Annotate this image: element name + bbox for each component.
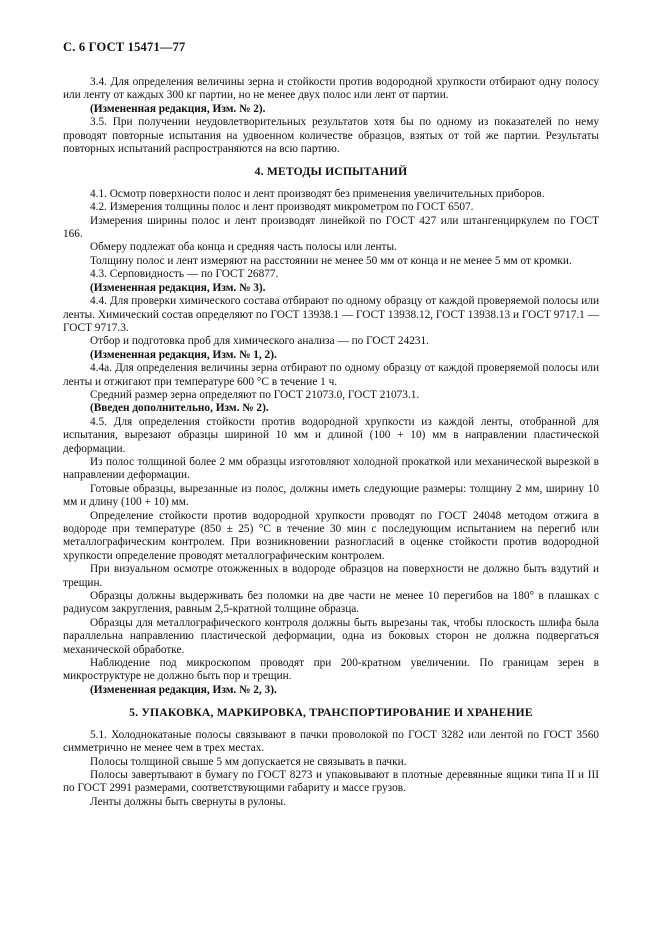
paragraph: Средний размер зерна определяют по ГОСТ 21073.0, ГОСТ 21073.1.: [90, 388, 420, 401]
paragraph-4-3: 4.3. Серповидность — по ГОСТ 26877.: [90, 268, 279, 281]
paragraph: Определение стойкости против водородной хрупкости проводят по ГОСТ 24048 методом отжига в водороде при температуре (850 ± 25) °С в течение 30 мин с последующим испытанием на перегиб или металлографическим контролем. При возникновении разногласий в оценке стойкости против водородной хрупкости определение проводят металлографическим контролем.: [63, 509, 599, 562]
paragraph: Наблюдение под микроскопом проводят при 200-кратном увеличении. По границам зерен в микроструктуре не должно быть пор и трещин.: [63, 657, 599, 683]
paragraph-5-1: 5.1. Холоднокатаные полосы связывают в пачки проволокой по ГОСТ 3282 или лентой по ГОСТ 3560 симметрично не менее чем в трех местах.: [63, 728, 599, 755]
amendment-note: (Измененная редакция, Изм. № 2).: [90, 102, 266, 115]
paragraph: Из полос толщиной более 2 мм образцы изготовляют холодной прокаткой или механической вырезкой в направлении деформации.: [63, 455, 599, 482]
paragraph: Измерения ширины полос и лент производят линейкой по ГОСТ 427 или штангенциркулем по ГОСТ 166.: [63, 214, 599, 241]
paragraph: При визуальном осмотре отожженных в водороде образцов на поверхности не должно быть вздутий и трещин.: [63, 563, 599, 589]
page-header: С. 6 ГОСТ 15471—77: [63, 40, 186, 54]
section-4-title: 4. МЕТОДЫ ИСПЫТАНИЙ: [254, 165, 408, 179]
paragraph: Ленты должны быть свернуты в рулоны.: [90, 795, 286, 808]
paragraph-4-4a: 4.4а. Для определения величины зерна отбирают по одному образцу от каждой проверяемой полосы или ленты и отжигают при температуре 600 °С в течение 1 ч.: [63, 362, 599, 388]
paragraph-3-5: 3.5. При получении неудовлетворительных результатов хотя бы по одному из показателей по нему проводят повторные испытания на удвоенном количестве образцов, взятых от той же партии. Результаты повторных испытаний распространяются на всю партию.: [63, 116, 599, 156]
paragraph: Образцы для металлографического контроля должны быть вырезаны так, чтобы плоскость шлифа была параллельна направлению пластической деформации, одна из боковых сторон не должна подвергаться механической обработке.: [63, 616, 599, 656]
paragraph-4-4: 4.4. Для проверки химического состава отбирают по одному образцу от каждой проверяемой полосы или ленты. Химический состав определяют по ГОСТ 13938.1 — ГОСТ 13938.12, ГОСТ 13938.13 и ГОСТ 9717.1 — ГОСТ 9717.3.: [63, 295, 599, 334]
paragraph: Обмеру подлежат оба конца и средняя часть полосы или ленты.: [90, 241, 397, 254]
paragraph-3-4: 3.4. Для определения величины зерна и стойкости против водородной хрупкости отбирают одну полосу или ленту от каждых 300 кг партии, но не менее двух полос или лент от партии.: [63, 76, 599, 102]
paragraph: Готовые образцы, вырезанные из полос, должны иметь следующие размеры: толщину 2 мм, ширину 10 мм и длину (100 + 10) мм.: [63, 482, 599, 509]
amendment-note: (Измененная редакция, Изм. № 2, 3).: [90, 683, 277, 696]
paragraph-4-5: 4.5. Для определения стойкости против водородной хрупкости из каждой ленты, отобранной для испытания, вырезают образцы шириной 10 мм и длиной (100 + 10) мм в направлении пластической деформации.: [63, 415, 599, 455]
paragraph: Отбор и подготовка проб для химического анализа — по ГОСТ 24231.: [90, 335, 429, 348]
amendment-note: (Измененная редакция, Изм. № 3).: [90, 281, 266, 294]
paragraph-4-1: 4.1. Осмотр поверхности полос и лент производят без применения увеличительных приборов.: [90, 187, 545, 200]
paragraph: Полосы завертывают в бумагу по ГОСТ 8273 и упаковывают в плотные деревянные ящики типа II и III по ГОСТ 2991 размерами, соответствующими габариту и массе грузов.: [63, 768, 599, 795]
amendment-note: (Введен дополнительно, Изм. № 2).: [90, 402, 269, 415]
paragraph: Полосы толщиной свыше 5 мм допускается не связывать в пачки.: [90, 755, 407, 768]
amendment-note: (Измененная редакция, Изм. № 1, 2).: [90, 348, 277, 361]
document-body: [63, 76, 599, 809]
paragraph: Образцы должны выдерживать без поломки на две части не менее 10 перегибов на 180° в плашках с радиусом закругления, равным 2,5-кратной толщине образца.: [63, 590, 599, 616]
section-5-title: 5. УПАКОВКА, МАРКИРОВКА, ТРАНСПОРТИРОВАНИЕ И ХРАНЕНИЕ: [129, 706, 533, 720]
paragraph: Толщину полос и лент измеряют на расстоянии не менее 50 мм от конца и не менее 5 мм от кромки.: [90, 254, 572, 267]
paragraph-4-2: 4.2. Измерения толщины полос и лент производят микрометром по ГОСТ 6507.: [90, 201, 474, 214]
